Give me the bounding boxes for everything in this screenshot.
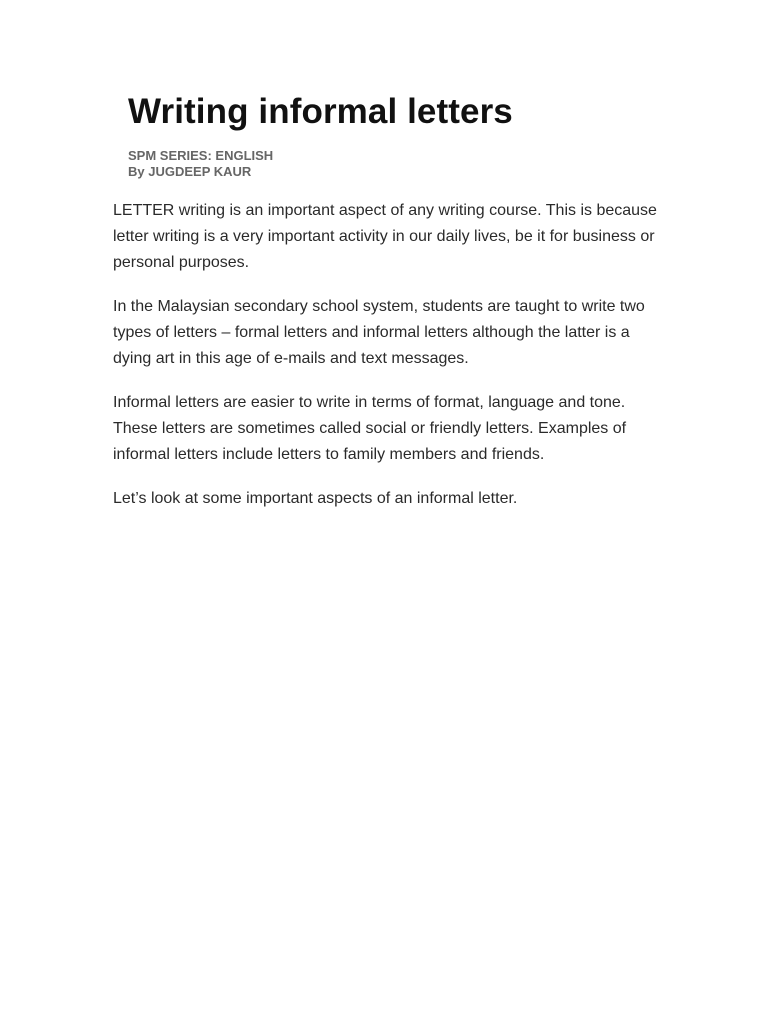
paragraph-1: LETTER writing is an important aspect of any writing course. This is because letter writing is a very important activity in our daily lives, be it for business or personal purposes.	[113, 202, 657, 271]
paragraph-4: Let’s look at some important aspects of an informal letter.	[113, 490, 518, 507]
series-label: SPM SERIES: ENGLISH	[128, 148, 274, 163]
article-title: Writing informal letters	[128, 92, 513, 131]
paragraph-2: In the Malaysian secondary school system, students are taught to write two types of letters – formal letters and informal letters although the latter is a dying art in this age of e-mails and text messages.	[113, 298, 645, 367]
paragraph-3: Informal letters are easier to write in terms of format, language and tone. These letters are sometimes called social or friendly letters. Examples of informal letters include letters to family members and friends.	[113, 394, 627, 463]
article-meta	[128, 148, 273, 180]
article-body	[113, 198, 658, 530]
byline: By JUGDEEP KAUR	[128, 164, 252, 179]
